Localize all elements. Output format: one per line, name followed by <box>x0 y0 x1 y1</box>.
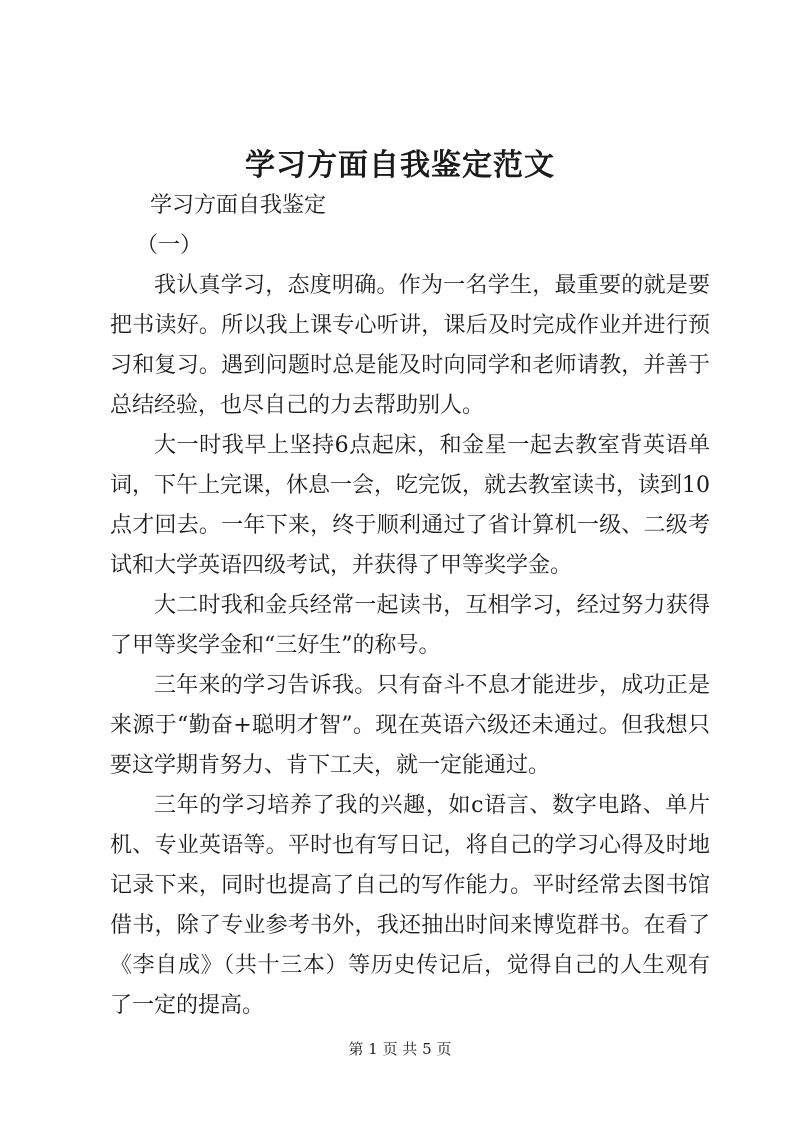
paragraph: 大一时我早上坚持6点起床，和金星一起去教室背英语单词，下午上完课，休息一会，吃完饭，就去教室读书，读到10点才回去。一年下来，终于顺利通过了省计算机一级、二级考试和大学英语四级考试，并获得了甲等奖学金。 <box>110 433 710 578</box>
page-title: 学习方面自我鉴定范文 <box>245 148 555 183</box>
paragraph: 三年的学习培养了我的兴趣，如c语言、数字电路、单片机、专业英语等。平时也有写日记，将自己的学习心得及时地记录下来，同时也提高了自己的写作能力。平时经常去图书馆借书，除了专业参考书外，我还抽出时间来博览群书。在看了《李自成》（共十三本）等历史传记后，觉得自己的人生观有了一定的提高。 <box>110 793 710 1018</box>
paragraph: 我认真学习，态度明确。作为一名学生，最重要的就是要把书读好。所以我上课专心听讲，课后及时完成作业并进行预习和复习。遇到问题时总是能及时向同学和老师请教，并善于总结经验，也尽自己的力去帮助别人。 <box>110 273 710 418</box>
section-label: （一） <box>136 233 203 258</box>
paragraph: 大二时我和金兵经常一起读书，互相学习，经过努力获得了甲等奖学金和“三好生”的称号。 <box>110 593 710 658</box>
paragraph: 三年来的学习告诉我。只有奋斗不息才能进步，成功正是来源于“勤奋+聪明才智”。现在英语六级还未通过。但我想只要这学期肯努力、肯下工夫，就一定能通过。 <box>110 673 710 778</box>
document-subtitle: 学习方面自我鉴定 <box>150 193 327 218</box>
page-footer: 第 1 页 共 5 页 <box>348 1040 452 1058</box>
document-body <box>110 186 710 1026</box>
